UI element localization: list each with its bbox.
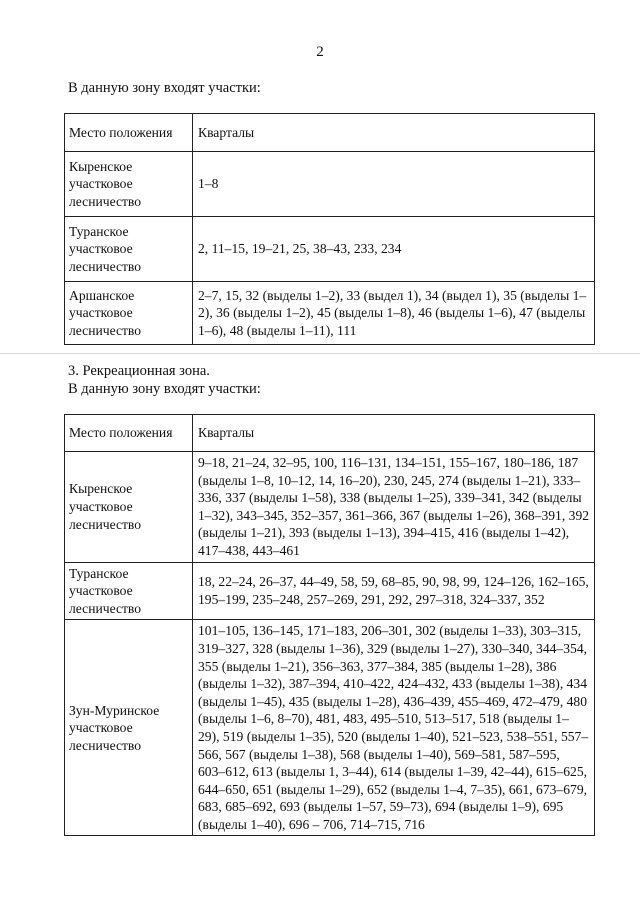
table-header-row bbox=[65, 415, 595, 452]
zone-intro-text: В данную зону входят участки: bbox=[68, 80, 261, 96]
location-cell: Туранское участковое лесничество bbox=[65, 217, 193, 282]
location-cell: Зун-Муринское участковое лесничество bbox=[65, 620, 193, 836]
recreation-zone-table bbox=[64, 414, 595, 836]
protective-zone-table bbox=[64, 113, 595, 345]
table-row bbox=[65, 282, 595, 345]
table-header-row bbox=[65, 114, 595, 152]
header-blocks: Кварталы bbox=[193, 415, 595, 452]
section-heading: 3. Рекреационная зона. bbox=[68, 363, 210, 379]
blocks-cell: 101–105, 136–145, 171–183, 206–301, 302 (выделы 1–33), 303–315, 319–327, 328 (выделы 1–36), 329 (выделы 1–27), 330–340, 344–354, 355 (выделы 1–21), 356–363, 377–384, 385 (выделы 1–28), 386 (выделы 1–32), 387–394, 410–422, 424–432, 433 (выделы 1–38), 434 (выделы 1–45), 435 (выделы 1–28), 436–439, 455–469, 472–479, 480 (выделы 1–6, 8–70), 481, 483, 495–510, 513–517, 518 (выделы 1–29), 519 (выделы 1–35), 520 (выделы 1–40), 521–523, 538–551, 557–566, 567 (выделы 1–38), 568 (выделы 1–40), 569–581, 587–595, 603–612, 613 (выделы 1, 3–44), 614 (выделы 1–39, 42–44), 615–625, 644–650, 651 (выделы 1–29), 652 (выделы 1–4, 7–35), 661, 673–679, 683, 685–692, 693 (выделы 1–57, 59–73), 694 (выделы 1–9), 695 (выделы 1–40), 696 – 706, 714–715, 716 bbox=[193, 620, 595, 836]
location-cell: Аршанское участковое лесничество bbox=[65, 282, 193, 345]
location-cell: Кыренское участковое лесничество bbox=[65, 152, 193, 217]
location-cell: Кыренское участковое лесничество bbox=[65, 452, 193, 563]
zone-intro-text: В данную зону входят участки: bbox=[68, 381, 261, 397]
header-location: Место положения bbox=[65, 415, 193, 452]
blocks-cell: 2–7, 15, 32 (выделы 1–2), 33 (выдел 1), 34 (выдел 1), 35 (выделы 1–2), 36 (выделы 1–2), 45 (выделы 1–8), 46 (выделы 1–6), 47 (выделы 1–6), 48 (выделы 1–11), 111 bbox=[193, 282, 595, 345]
blocks-cell: 1–8 bbox=[193, 152, 595, 217]
blocks-cell: 2, 11–15, 19–21, 25, 38–43, 233, 234 bbox=[193, 217, 595, 282]
page-number: 2 bbox=[316, 44, 324, 60]
table-row bbox=[65, 452, 595, 563]
location-cell: Туранское участковое лесничество bbox=[65, 562, 193, 620]
table-row bbox=[65, 562, 595, 620]
table-row bbox=[65, 152, 595, 217]
header-blocks: Кварталы bbox=[193, 114, 595, 152]
table-row bbox=[65, 620, 595, 836]
scan-line bbox=[0, 353, 640, 354]
blocks-cell: 18, 22–24, 26–37, 44–49, 58, 59, 68–85, 90, 98, 99, 124–126, 162–165, 195–199, 235–248, 257–269, 291, 292, 297–318, 324–337, 352 bbox=[193, 562, 595, 620]
table-row bbox=[65, 217, 595, 282]
blocks-cell: 9–18, 21–24, 32–95, 100, 116–131, 134–151, 155–167, 180–186, 187 (выделы 1–8, 10–12, 14, 16–20), 230, 245, 274 (выделы 1–21), 333–336, 337 (выделы 1–58), 338 (выделы 1–25), 339–341, 342 (выделы 1–32), 343–345, 352–357, 361–366, 367 (выделы 1–26), 368–391, 392 (выделы 1–21), 393 (выделы 1–13), 394–415, 416 (выделы 1–42), 417–438, 443–461 bbox=[193, 452, 595, 563]
header-location: Место положения bbox=[65, 114, 193, 152]
